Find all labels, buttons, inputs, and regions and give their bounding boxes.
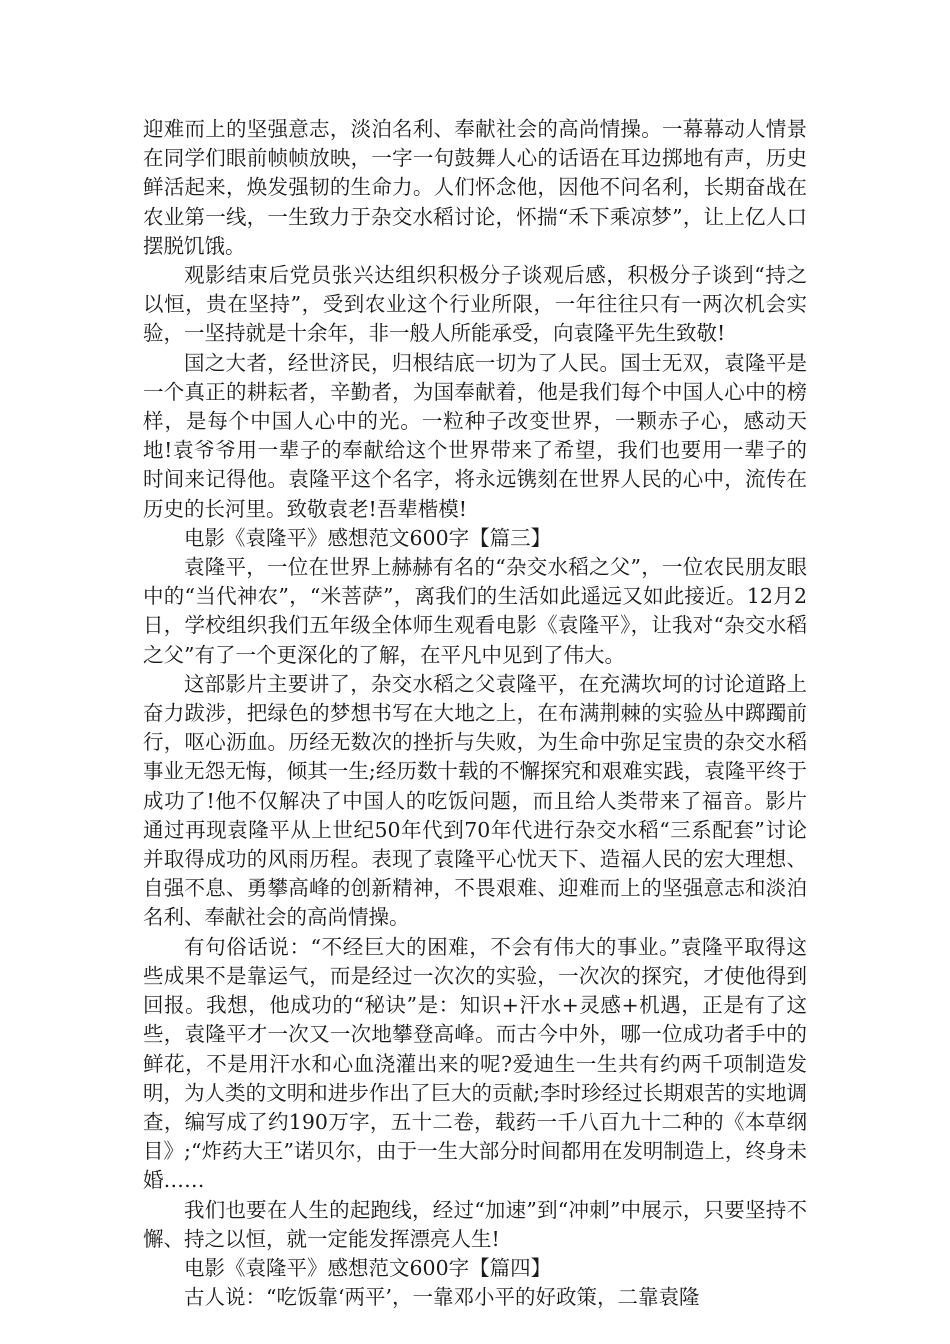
section-heading: 电影《袁隆平》感想范文600字【篇四】 xyxy=(184,1255,552,1280)
paragraph: 有句俗话说：“不经巨大的困难，不会有伟大的事业。”袁隆平取得这些成果不是靠运气，而是经过一次次的实验，一次次的探究，才使他得到回报。我想，他成功的“秘诀”是：知识+汗水+灵感+机遇，正是有了这些，袁隆平才一次又一次地攀登高峰。而古今中外，哪一位成功者手中的鲜花，不是用汗水和心血浇灌出来的呢?爱迪生一生共有约两千项制造发明，为人类的文明和进步作出了巨大的贡献;李时珍经过长期艰苦的实地调查，编写成了约190万字，五十二卷，载药一千八百九十二种的《本草纲目》;“炸药大王”诺贝尔，由于一生大部分时间都用在发明制造上，终身未婚…… xyxy=(143,934,807,1193)
paragraph: 我们也要在人生的起跑线，经过“加速”到“冲刺”中展示，只要坚持不懈、持之以恒，就一定能发挥漂亮人生! xyxy=(143,1197,807,1251)
paragraph: 国之大者，经世济民，归根结底一切为了人民。国士无双，袁隆平是一个真正的耕耘者，辛勤者，为国奉献着，他是我们每个中国人心中的榜样，是每个中国人心中的光。一粒种子改变世界，一颗赤子心，感动天地!袁爷爷用一辈子的奉献给这个世界带来了希望，我们也要用一辈子的时间来记得他。袁隆平这个名字，将永远镌刻在世界人民的心中，流传在历史的长河里。致敬袁老!吾辈楷模! xyxy=(143,350,807,521)
paragraph: 观影结束后党员张兴达组织积极分子谈观后感，积极分子谈到“持之以恒，贵在坚持”，受到农业这个行业所限，一年往往只有一两次机会实验，一坚持就是十余年，非一般人所能承受，向袁隆平先生致敬! xyxy=(143,263,807,346)
document-page xyxy=(143,115,807,1312)
paragraph: 袁隆平，一位在世界上赫赫有名的“杂交水稻之父”，一位农民朋友眼中的“当代神农”，“米菩萨”，离我们的生活如此遥远又如此接近。12月2日，学校组织我们五年级全体师生观看电影《袁隆平》，让我对“杂交水稻之父”有了一个更深化的了解，在平凡中见到了伟大。 xyxy=(143,555,807,667)
section-heading: 电影《袁隆平》感想范文600字【篇三】 xyxy=(184,525,552,550)
paragraph: 迎难而上的坚强意志，淡泊名利、奉献社会的高尚情操。一幕幕动人情景在同学们眼前帧帧放映，一字一句鼓舞人心的话语在耳边掷地有声，历史鲜活起来，焕发强韧的生命力。人们怀念他，因他不问名利，长期奋战在农业第一线，一生致力于杂交水稻讨论，怀揣“禾下乘凉梦”，让上亿人口摆脱饥饿。 xyxy=(143,117,807,258)
paragraph: 古人说：“吃饭靠‘两平’，一靠邓小平的好政策，二靠袁隆 xyxy=(184,1285,700,1310)
paragraph: 这部影片主要讲了，杂交水稻之父袁隆平，在充满坎坷的讨论道路上奋力跋涉，把绿色的梦想书写在大地之上，在布满荆棘的实验丛中踯躅前行，呕心沥血。历经无数次的挫折与失败，为生命中弥足宝贵的杂交水稻事业无怨无悔，倾其一生;经历数十载的不懈探究和艰难实践，袁隆平终于成功了!他不仅解决了中国人的吃饭问题，而且给人类带来了福音。影片通过再现袁隆平从上世纪50年代到70年代进行杂交水稻“三系配套”讨论并取得成功的风雨历程。表现了袁隆平心忧天下、造福人民的宏大理想、自强不息、勇攀高峰的创新精神，不畏艰难、迎难而上的坚强意志和淡泊名利、奉献社会的高尚情操。 xyxy=(143,671,807,930)
